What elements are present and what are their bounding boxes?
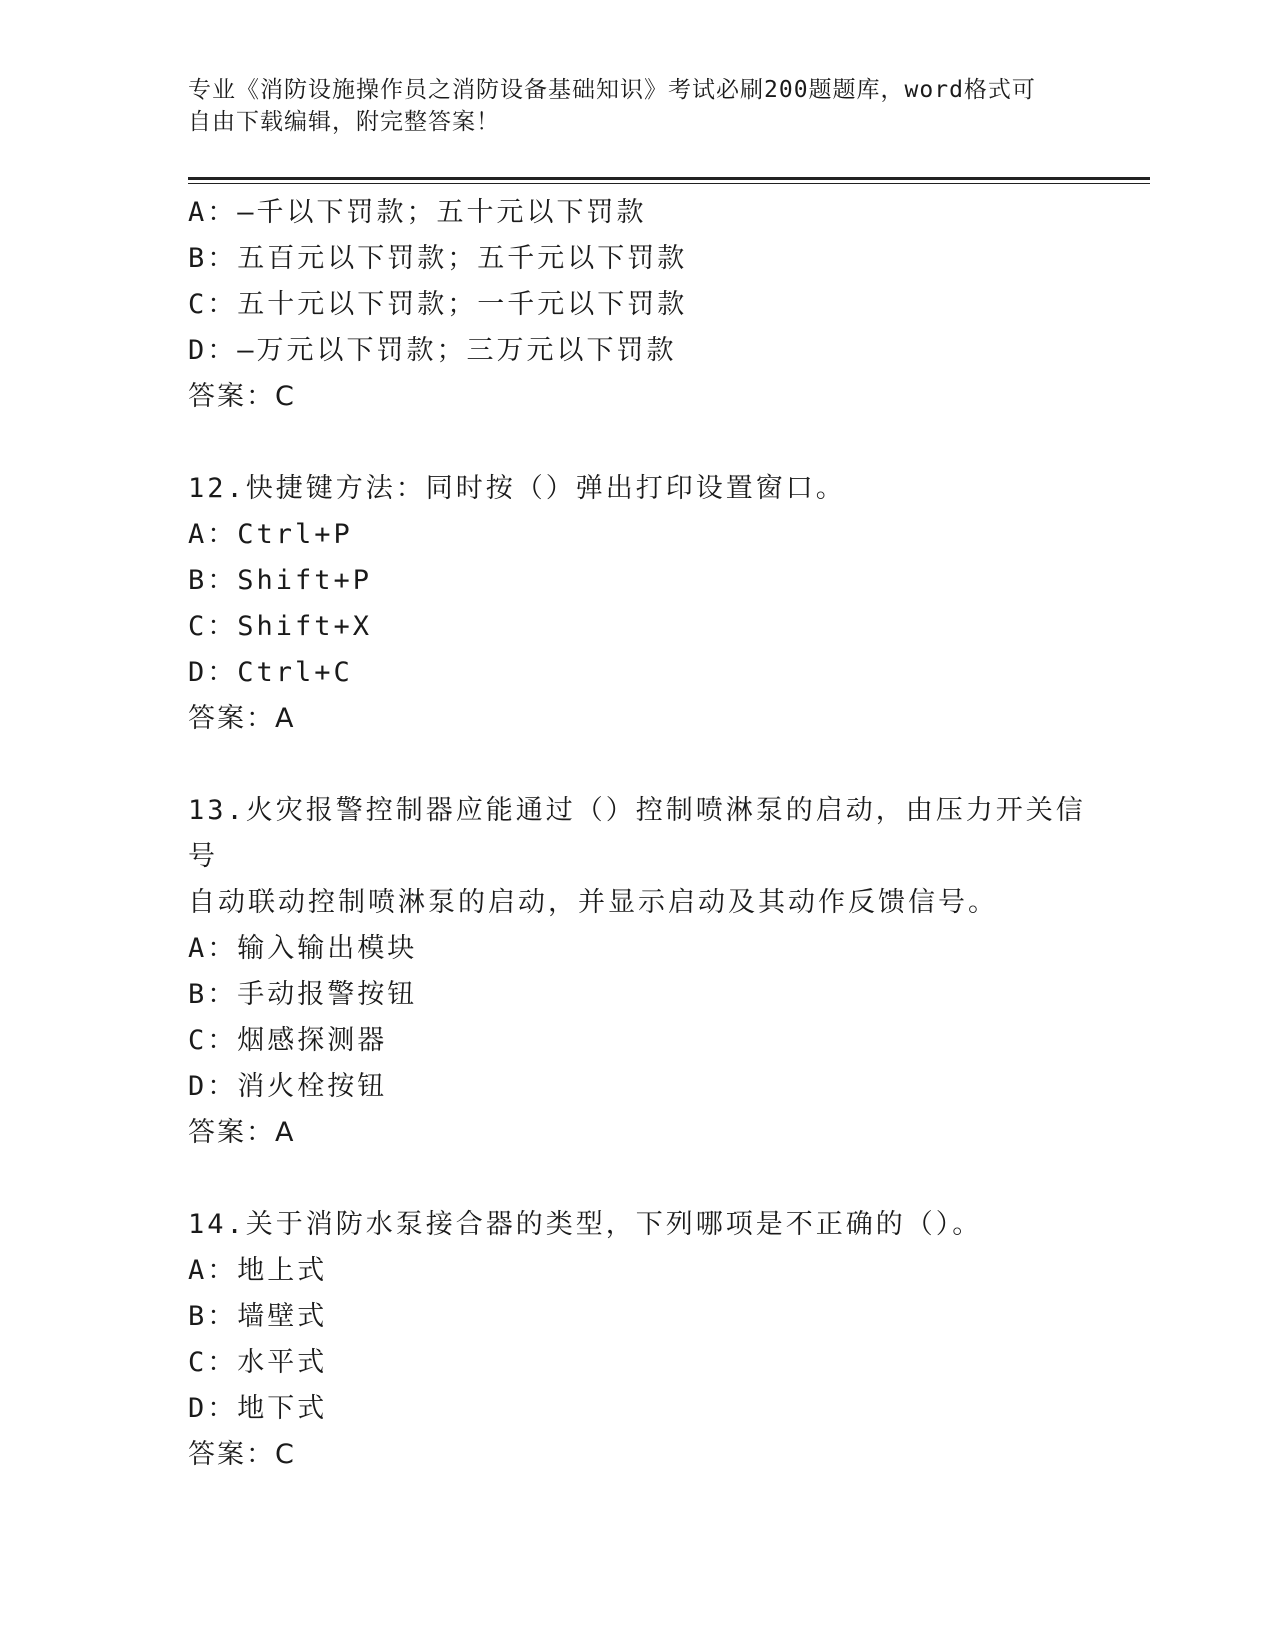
header-line-2: 自由下载编辑，附完整答案！	[188, 109, 500, 135]
option-d: D：消火栓按钮	[188, 1071, 388, 1102]
option-d: D：地下式	[188, 1393, 328, 1424]
question-14	[188, 1202, 1088, 1478]
option-b: B：墙壁式	[188, 1301, 328, 1332]
option-d: D：Ctrl+C	[188, 657, 353, 688]
question-stem-line-2: 自动联动控制喷淋泵的启动，并显示启动及其动作反馈信号。	[188, 887, 998, 918]
spacer	[188, 742, 1088, 788]
option-c: C：烟感探测器	[188, 1025, 388, 1056]
spacer	[188, 420, 1088, 466]
document-header	[188, 74, 1068, 138]
option-d: D：—万元以下罚款；三万元以下罚款	[188, 335, 677, 366]
option-a: A：—千以下罚款；五十元以下罚款	[188, 197, 647, 228]
option-b: B：手动报警按钮	[188, 979, 418, 1010]
header-divider-thin	[188, 183, 1150, 184]
option-b: B：Shift+P	[188, 565, 373, 596]
option-a: A：输入输出模块	[188, 933, 418, 964]
answer-line: 答案：C	[188, 1439, 296, 1470]
question-11	[188, 190, 1088, 420]
header-divider-thick	[188, 177, 1150, 180]
option-a: A：地上式	[188, 1255, 328, 1286]
answer-line: 答案：A	[188, 703, 296, 734]
option-c: C：五十元以下罚款；一千元以下罚款	[188, 289, 688, 320]
question-stem: 12.快捷键方法：同时按（）弹出打印设置窗口。	[188, 473, 846, 504]
answer-line: 答案：C	[188, 381, 296, 412]
header-line-1: 专业《消防设施操作员之消防设备基础知识》考试必刷200题题库，word格式可	[188, 77, 1036, 103]
question-13	[188, 788, 1088, 1156]
question-12	[188, 466, 1088, 742]
answer-line: 答案：A	[188, 1117, 296, 1148]
option-a: A：Ctrl+P	[188, 519, 353, 550]
question-stem: 14.关于消防水泵接合器的类型，下列哪项是不正确的（）。	[188, 1209, 983, 1240]
option-c: C：Shift+X	[188, 611, 373, 642]
question-content	[188, 190, 1088, 1478]
question-stem-line-1: 13.火灾报警控制器应能通过（）控制喷淋泵的启动，由压力开关信号	[188, 795, 1086, 872]
spacer	[188, 1156, 1088, 1202]
option-c: C：水平式	[188, 1347, 328, 1378]
option-b: B：五百元以下罚款；五千元以下罚款	[188, 243, 688, 274]
